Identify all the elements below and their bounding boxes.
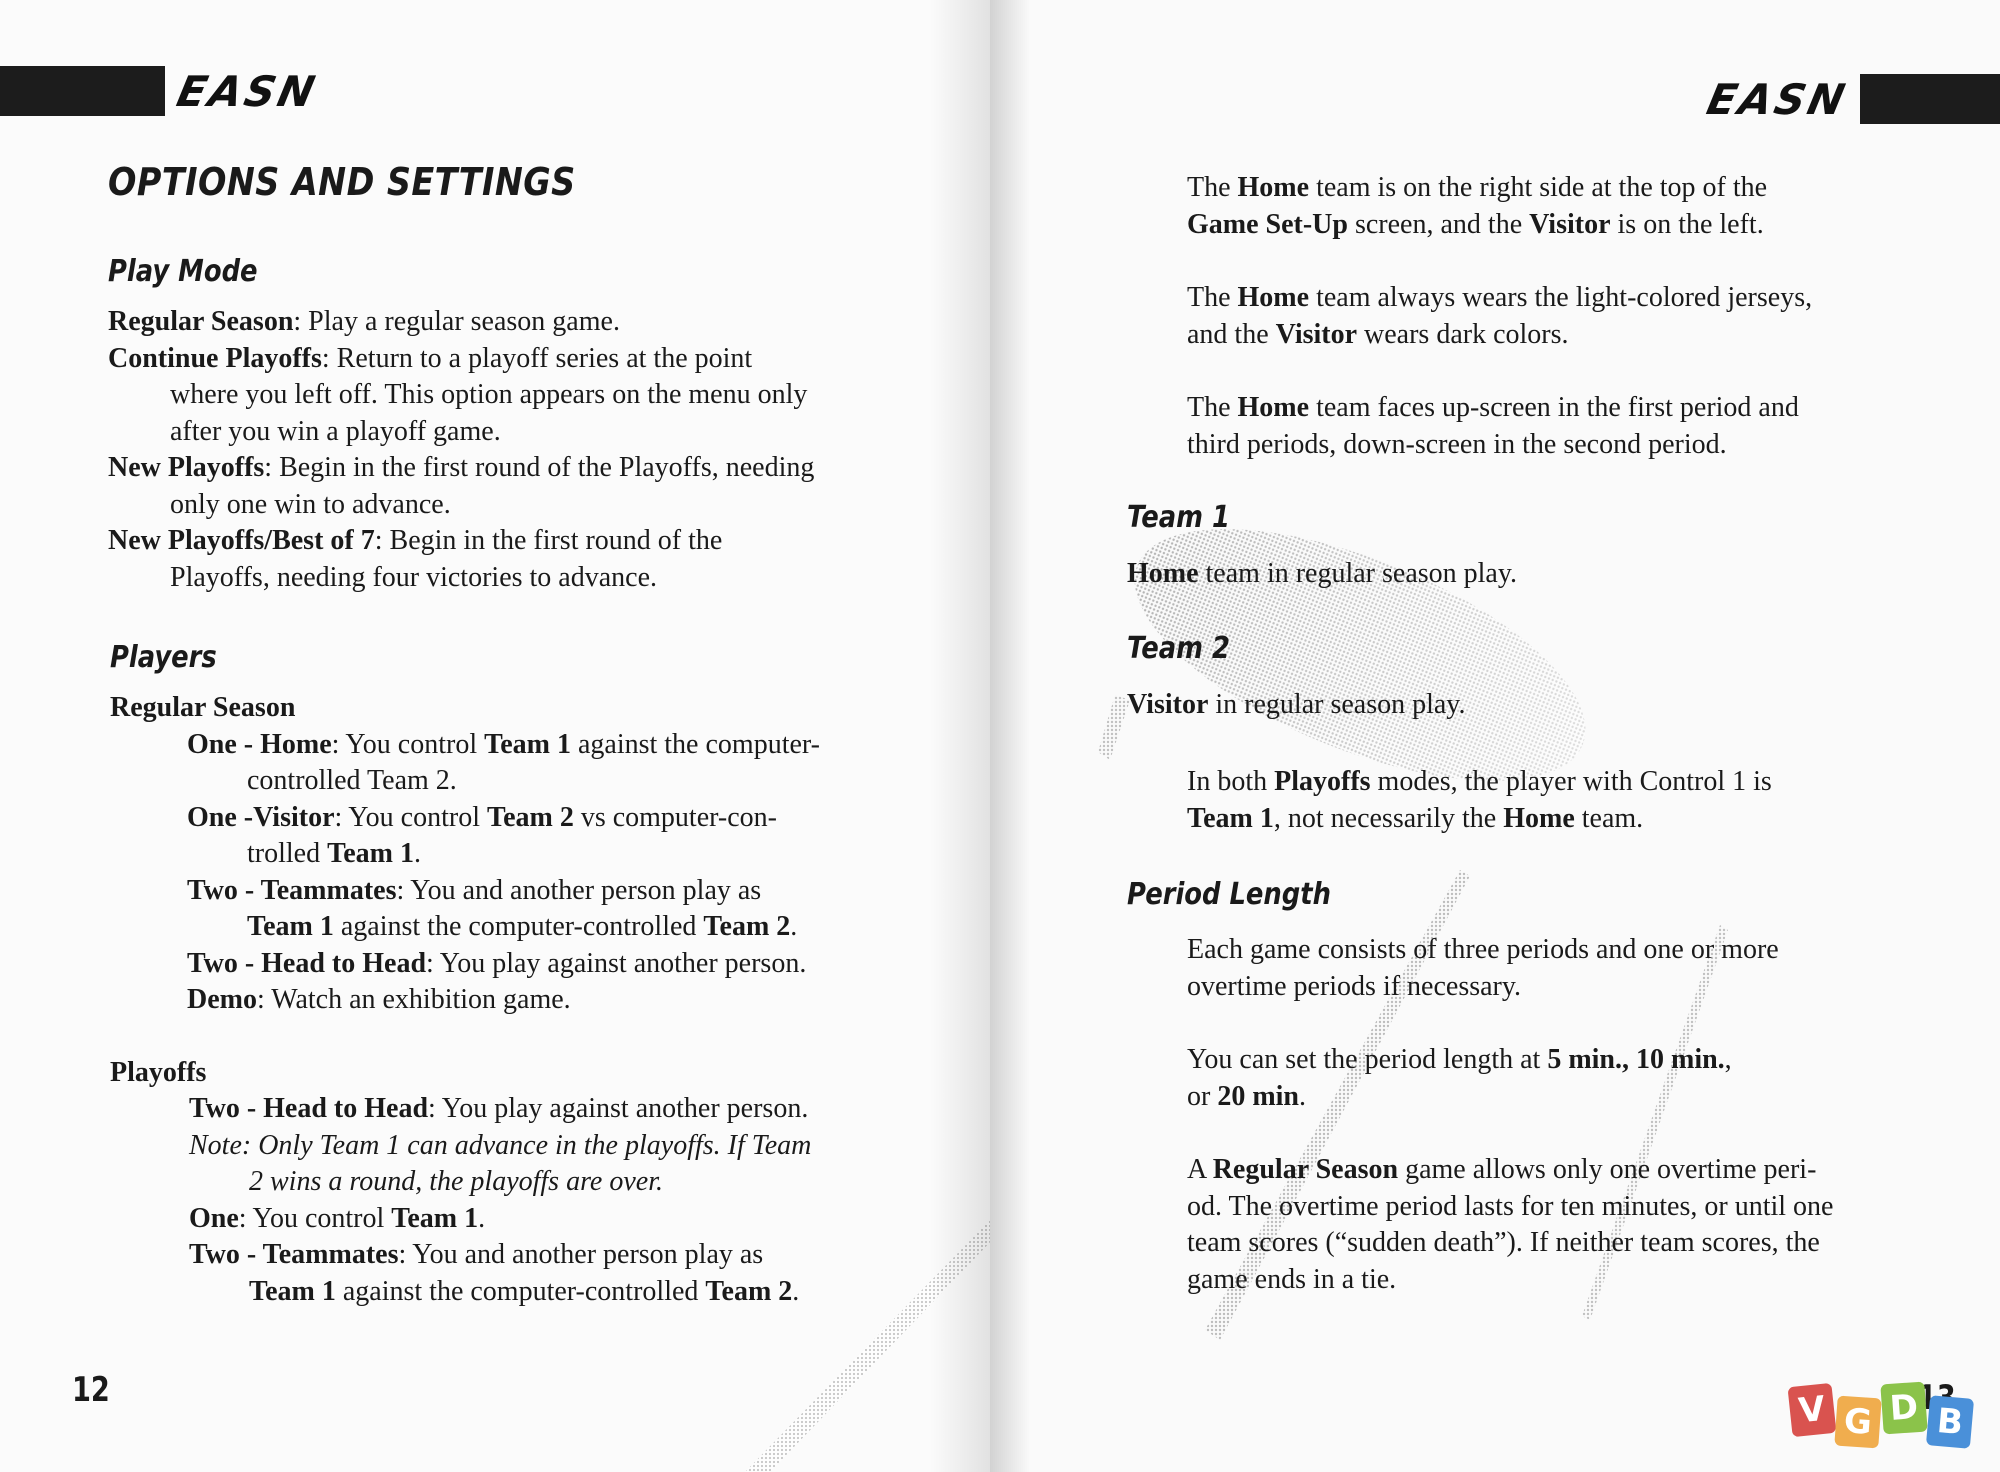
po-note-line2: 2 wins a round, the playoffs are over. bbox=[249, 1166, 664, 1197]
home-para1-line2: Game Set-Up screen, and the Visitor is on the left. bbox=[1187, 208, 1764, 240]
team1-text: Home team in regular season play. bbox=[1127, 558, 1518, 589]
play-mode-new-playoffs-best-of-7: New Playoffs/Best of 7: Begin in the first round of the bbox=[108, 525, 723, 556]
rs-two-teammates: Two - Teammates: You and another person play as bbox=[187, 874, 762, 906]
play-mode-new-playoffs-best-of-7-line2: Playoffs, needing four victories to advance. bbox=[170, 561, 658, 593]
period-length-paragraphs bbox=[1187, 932, 1833, 1298]
play-mode-continue-playoffs-line2: where you left off. This option appears on the menu only bbox=[170, 379, 808, 410]
vgdb-letter-d: D bbox=[1880, 1382, 1927, 1435]
rs-one-visitor: One -Visitor: You control Team 2 vs computer-con- bbox=[187, 801, 777, 833]
heading-team-1: Team 1 bbox=[1127, 500, 1230, 535]
play-mode-new-playoffs: New Playoffs: Begin in the first round of the Playoffs, needing bbox=[108, 452, 815, 483]
home-para3-line2: third periods, down-screen in the second period. bbox=[1187, 428, 1727, 460]
period-para2-line1: You can set the period length at 5 min., 10 min., bbox=[1187, 1044, 1732, 1075]
rs-demo: Demo: Watch an exhibition game. bbox=[187, 984, 571, 1015]
easn-logo-right: EASN bbox=[1695, 71, 1860, 127]
page-number-left: 12 bbox=[72, 1370, 110, 1410]
home-para2-line1: The Home team always wears the light-colored jerseys, bbox=[1187, 282, 1813, 313]
rs-one-home: One - Home: You control Team 1 against the computer- bbox=[187, 728, 820, 760]
rs-one-visitor-line2: trolled Team 1. bbox=[247, 838, 421, 869]
po-note-line1: Note: Only Team 1 can advance in the playoffs. If Team bbox=[189, 1129, 812, 1161]
period-para2-line2: or 20 min. bbox=[1187, 1080, 1307, 1112]
team2-text: Visitor in regular season play. bbox=[1127, 689, 1466, 720]
period-para3-line3: team scores (“sudden death”). If neither team scores, the bbox=[1187, 1227, 1820, 1258]
play-mode-continue-playoffs-line3: after you win a playoff game. bbox=[170, 415, 501, 447]
rs-one-home-line2: controlled Team 2. bbox=[247, 765, 457, 796]
playoffs-modes-line2: Team 1, not necessarily the Home team. bbox=[1187, 802, 1644, 834]
playoffs-modes-line1: In both Playoffs modes, the player with Control 1 is bbox=[1187, 766, 1772, 797]
period-para1-line2: overtime periods if necessary. bbox=[1187, 970, 1522, 1002]
po-two-head-to-head: Two - Head to Head: You play against another person. bbox=[189, 1093, 809, 1124]
period-para1-line1: Each game consists of three periods and one or more bbox=[1187, 934, 1779, 965]
home-para3-line1: The Home team faces up-screen in the first period and bbox=[1187, 392, 1799, 423]
vgdb-letter-b: B bbox=[1926, 1395, 1974, 1449]
easn-logo-left: EASN bbox=[165, 63, 330, 119]
play-mode-new-playoffs-line2: only one win to advance. bbox=[170, 488, 451, 520]
vgdb-letter-g: G bbox=[1834, 1396, 1881, 1449]
heading-period-length: Period Length bbox=[1127, 877, 1331, 912]
home-para1-line1: The Home team is on the right side at the top of the bbox=[1187, 172, 1768, 203]
period-para3-line4: game ends in a tie. bbox=[1187, 1263, 1397, 1295]
gutter-shadow-right bbox=[990, 0, 1030, 1472]
rs-two-teammates-line2: Team 1 against the computer-controlled Team 2. bbox=[247, 911, 798, 942]
playoffs-label: Playoffs bbox=[110, 1056, 207, 1088]
players-list bbox=[110, 690, 820, 1310]
po-two-teammates: Two - Teammates: You and another person play as bbox=[189, 1239, 764, 1270]
play-mode-list bbox=[108, 304, 814, 596]
playoffs-modes-paragraph bbox=[1187, 764, 1772, 837]
period-para3-line1: A Regular Season game allows only one overtime peri- bbox=[1187, 1154, 1817, 1185]
home-team-paragraphs bbox=[1187, 170, 1812, 463]
play-mode-continue-playoffs: Continue Playoffs: Return to a playoff series at the point bbox=[108, 342, 753, 374]
heading-play-mode: Play Mode bbox=[108, 254, 258, 289]
heading-team-2: Team 2 bbox=[1127, 631, 1230, 666]
vgdb-watermark bbox=[1790, 1385, 1990, 1455]
page-title: OPTIONS AND SETTINGS bbox=[108, 160, 576, 204]
home-para2-line2: and the Visitor wears dark colors. bbox=[1187, 318, 1569, 350]
regular-season-label: Regular Season bbox=[110, 692, 296, 723]
gutter-shadow-left bbox=[930, 0, 990, 1472]
po-one: One: You control Team 1. bbox=[189, 1202, 486, 1234]
po-two-teammates-line2: Team 1 against the computer-controlled Team 2. bbox=[249, 1275, 800, 1307]
rs-two-head-to-head: Two - Head to Head: You play against another person. bbox=[187, 947, 807, 979]
vgdb-letter-v: V bbox=[1788, 1383, 1837, 1437]
period-para3-line2: od. The overtime period lasts for ten minutes, or until one bbox=[1187, 1190, 1834, 1222]
play-mode-regular-season: Regular Season: Play a regular season game. bbox=[108, 306, 620, 337]
heading-players: Players bbox=[110, 640, 217, 675]
